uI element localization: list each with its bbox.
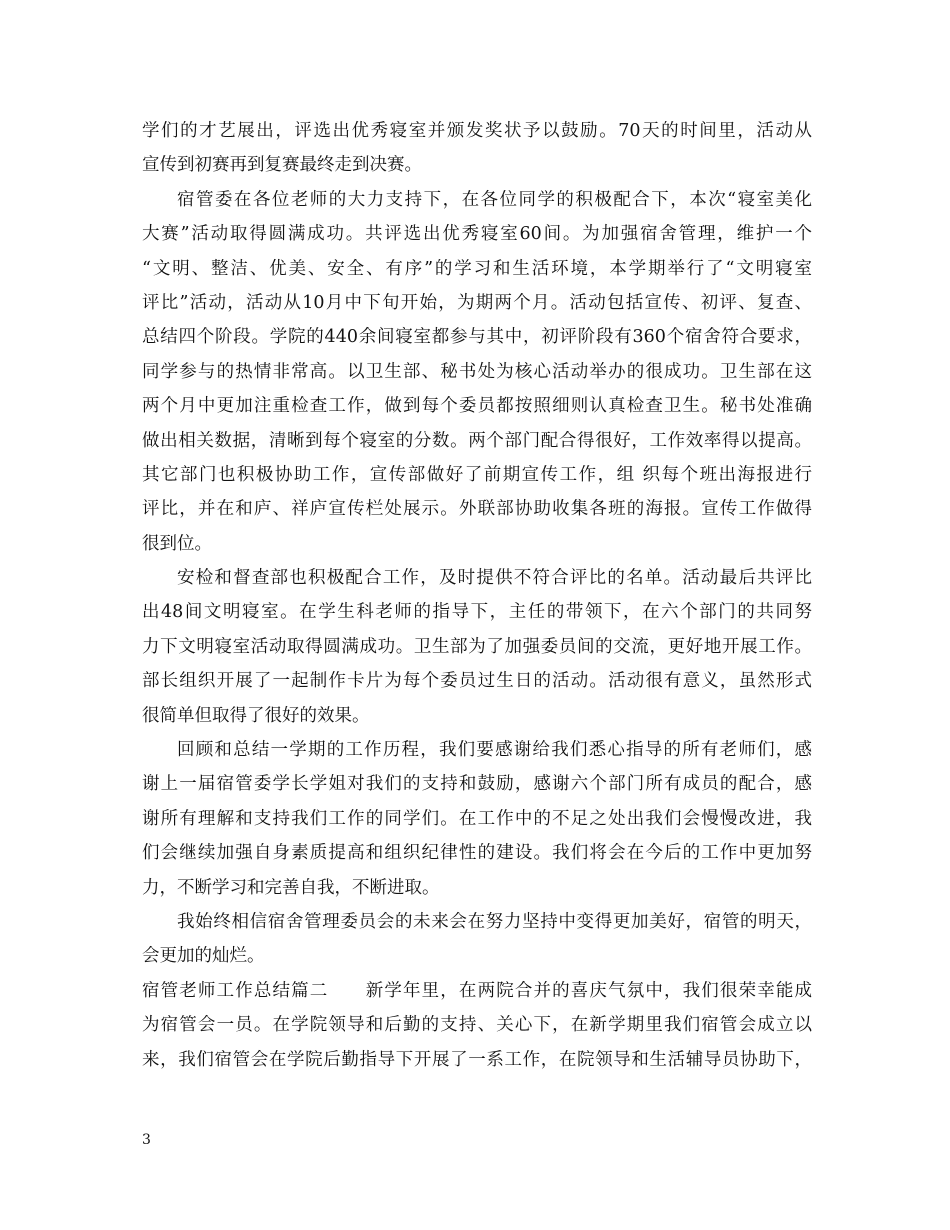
text-line: 宿管老师工作总结篇二 新学年里，在两院合并的喜庆气氛中，我们很荣幸能成	[142, 980, 812, 1001]
text-line: 学们的才艺展出，评选出优秀寝室并颁发奖状予以鼓励。70天的时间里，活动从	[142, 121, 812, 141]
text-line: 为宿管会一员。在学院领导和后勤的支持、关心下，在新学期里我们宿管会成立以	[142, 1015, 812, 1036]
text-line: 评比”活动，活动从10月中下旬开始，为期两个月。活动包括宣传、初评、复查、	[142, 292, 812, 313]
text-line: 部长组织开展了一起制作卡片为每个委员过生日的活动。活动很有意义，虽然形式	[142, 671, 812, 692]
text-line: “文明、整洁、优美、安全、有序”的学习和生活环境，本学期举行了“文明寝室	[142, 258, 812, 279]
text-line: 宿管委在各位老师的大力支持下，在各位同学的积极配合下，本次“寝室美化	[177, 189, 812, 210]
text-line: 做出相关数据，清晰到每个寝室的分数。两个部门配合得很好，工作效率得以提高。	[142, 430, 812, 451]
document-body	[142, 114, 812, 1077]
text-line: 安检和督查部也积极配合工作，及时提供不符合评比的名单。活动最后共评比	[177, 568, 812, 589]
text-line: 力，不断学习和完善自我，不断进取。	[142, 877, 440, 898]
text-line: 评比，并在和庐、祥庐宣传栏处展示。外联部协助收集各班的海报。宣传工作做得	[142, 499, 812, 520]
text-line: 回顾和总结一学期的工作历程，我们要感谢给我们悉心指导的所有老师们，感	[177, 740, 812, 761]
text-line: 力下文明寝室活动取得圆满成功。卫生部为了加强委员间的交流，更好地开展工作。	[142, 636, 812, 657]
text-line: 大赛”活动取得圆满成功。共评选出优秀寝室60间。为加强宿舍管理，维护一个	[142, 224, 812, 245]
text-line: 很简单但取得了很好的效果。	[142, 705, 370, 726]
text-line: 谢所有理解和支持我们工作的同学们。在工作中的不足之处出我们会慢慢改进，我	[142, 808, 812, 829]
text-line: 两个月中更加注重检查工作，做到每个委员都按照细则认真检查卫生。秘书处准确	[142, 396, 812, 417]
text-line: 来，我们宿管会在学院后勤指导下开展了一系工作，在院领导和生活辅导员协助下，	[142, 1049, 812, 1070]
text-line: 我始终相信宿舍管理委员会的未来会在努力坚持中变得更加美好，宿管的明天，	[177, 911, 812, 932]
text-line: 其它部门也积极协助工作，宣传部做好了前期宣传工作，组 织每个班出海报进行	[142, 464, 812, 485]
text-line: 宣传到初赛再到复赛最终走到决赛。	[142, 155, 422, 176]
text-line: 很到位。	[142, 533, 212, 554]
page-number: 3	[142, 1132, 151, 1148]
text-line: 会更加的灿烂。	[142, 946, 265, 967]
text-line: 们会继续加强自身素质提高和组织纪律性的建设。我们将会在今后的工作中更加努	[142, 843, 812, 864]
text-line: 谢上一届宿管委学长学姐对我们的支持和鼓励，感谢六个部门所有成员的配合，感	[142, 774, 812, 795]
text-line: 出48间文明寝室。在学生科老师的指导下，主任的带领下，在六个部门的共同努	[142, 602, 812, 623]
text-line: 总结四个阶段。学院的440余间寝室都参与其中，初评阶段有360个宿舍符合要求，	[142, 327, 812, 348]
text-line: 同学参与的热情非常高。以卫生部、秘书处为核心活动举办的很成功。卫生部在这	[142, 361, 812, 382]
